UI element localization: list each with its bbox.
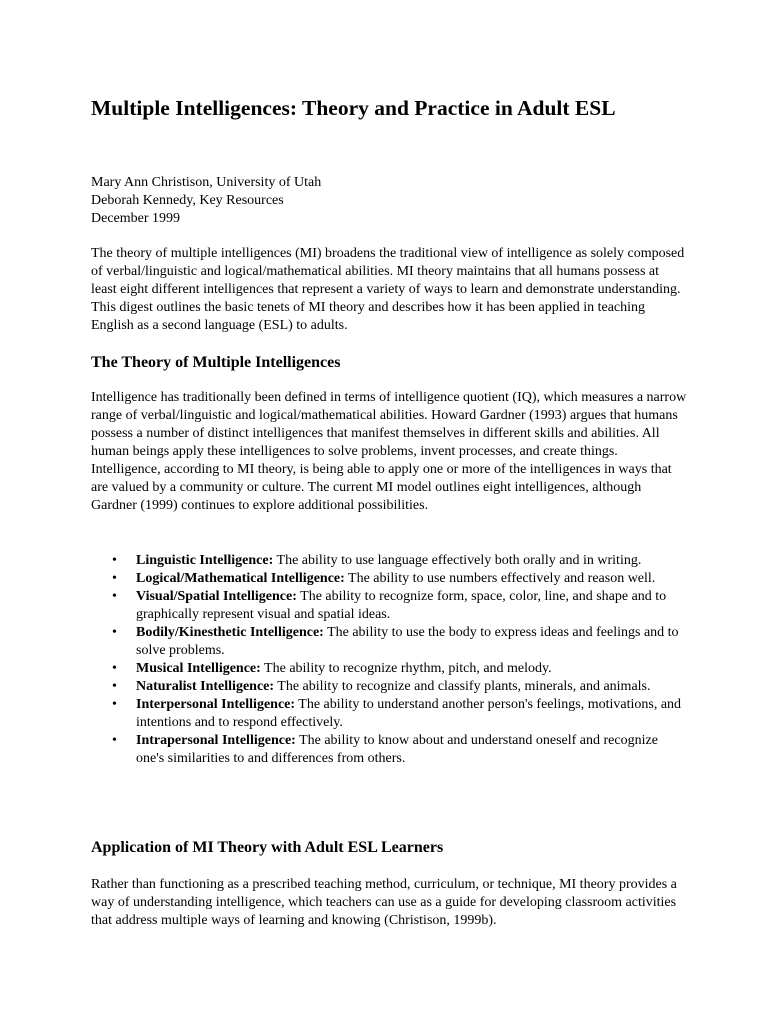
intelligence-term: Musical Intelligence: (136, 661, 261, 676)
bullet-icon: • (112, 661, 117, 676)
list-item (91, 624, 687, 660)
list-item (91, 732, 687, 768)
intelligence-term: Linguistic Intelligence: (136, 553, 274, 568)
intelligence-term: Interpersonal Intelligence: (136, 697, 296, 712)
author-line: Deborah Kennedy, Key Resources (91, 193, 284, 208)
list-item (91, 660, 687, 678)
bullet-icon: • (112, 697, 117, 712)
section-heading-theory: The Theory of Multiple Intelligences (91, 354, 341, 371)
section-heading-application: Application of MI Theory with Adult ESL Learners (91, 839, 444, 856)
bullet-icon: • (112, 733, 117, 748)
application-paragraph: Rather than functioning as a prescribed teaching method, curriculum, or technique, MI theory provides a way of understanding intelligence, which teachers can use as a guide for developing classroom activities that address multiple ways of learning and knowing (Christison, 1999b). (91, 877, 677, 928)
theory-paragraph: Intelligence has traditionally been defined in terms of intelligence quotient (IQ), which measures a narrow range of verbal/linguistic and logical/mathematical abilities. Howard Gardner (1993) argues that humans possess a number of distinct intelligences that manifest themselves in different skills and abilities. All human beings apply these intelligences to solve problems, invent processes, and create things. Intelligence, according to MI theory, is being able to apply one or more of the intelligences in ways that are valued by a community or culture. The current MI model outlines eight intelligences, although Gardner (1999) continues to explore additional possibilities. (91, 390, 687, 513)
document-title: Multiple Intelligences: Theory and Practice in Adult ESL (91, 96, 616, 120)
list-item (91, 678, 687, 696)
bullet-icon: • (112, 589, 117, 604)
bullet-icon: • (112, 679, 117, 694)
publication-date: December 1999 (91, 211, 181, 226)
intelligence-description: The ability to understand another person's feelings, motivations, and intentions and to respond effectively. (136, 697, 682, 730)
bullet-icon: • (112, 571, 117, 586)
intelligences-list (91, 552, 687, 768)
list-item (91, 570, 687, 588)
intelligence-description: The ability to use numbers effectively and reason well. (344, 571, 656, 586)
intelligence-term: Visual/Spatial Intelligence: (136, 589, 297, 604)
intelligence-description: The ability to use the body to express ideas and feelings and to solve problems. (136, 625, 679, 658)
list-item (91, 696, 687, 732)
intelligence-description: The ability to know about and understand oneself and recognize one's similarities to and differences from others. (136, 733, 658, 766)
intelligence-description: The ability to recognize and classify plants, minerals, and animals. (274, 679, 651, 694)
list-item (91, 588, 687, 624)
bullet-icon: • (112, 625, 117, 640)
list-item (91, 552, 687, 570)
intro-paragraph: The theory of multiple intelligences (MI) broadens the traditional view of intelligence as solely composed of verbal/linguistic and logical/mathematical abilities. MI theory maintains that all humans possess at least eight different intelligences that represent a variety of ways to learn and demonstrate understanding. This digest outlines the basic tenets of MI theory and describes how it has been applied in teaching English as a second language (ESL) to adults. (91, 246, 685, 333)
author-line: Mary Ann Christison, University of Utah (91, 175, 322, 190)
intelligence-term: Bodily/Kinesthetic Intelligence: (136, 625, 324, 640)
intelligence-term: Logical/Mathematical Intelligence: (136, 571, 345, 586)
author-block (91, 174, 687, 228)
intelligence-term: Intrapersonal Intelligence: (136, 733, 296, 748)
intelligence-term: Naturalist Intelligence: (136, 679, 275, 694)
bullet-icon: • (112, 553, 117, 568)
intelligence-description: The ability to use language effectively both orally and in writing. (273, 553, 642, 568)
intelligence-description: The ability to recognize form, space, color, line, and shape and to graphically represent visual and spatial ideas. (136, 589, 667, 622)
intelligence-description: The ability to recognize rhythm, pitch, and melody. (260, 661, 552, 676)
